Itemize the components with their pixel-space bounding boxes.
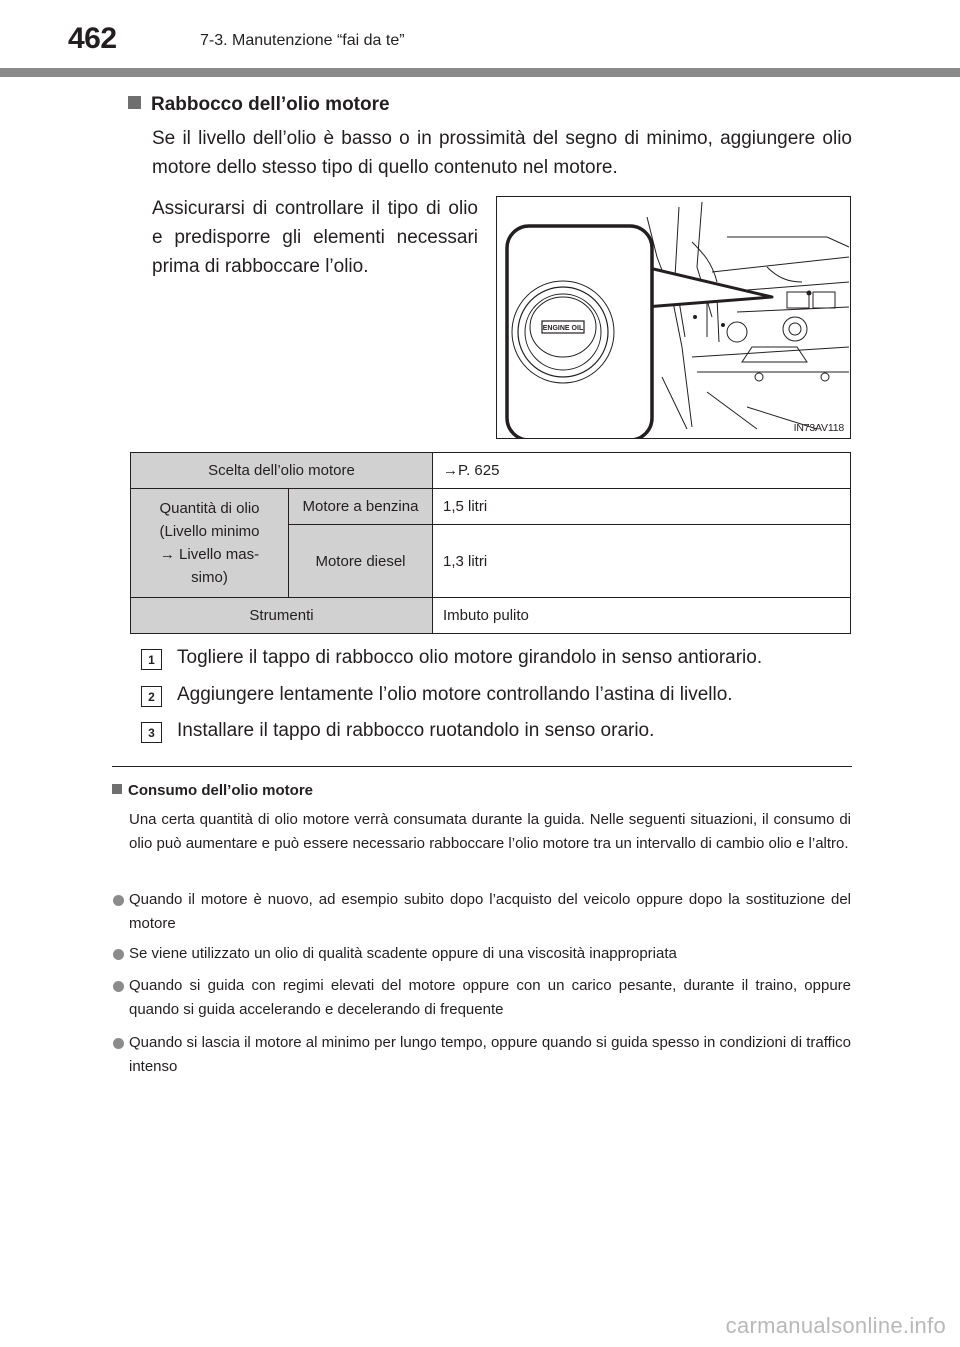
step-text: Installare il tappo di rabbocco ruotandolo in senso orario. bbox=[177, 720, 655, 741]
oil-filler-cap-illustration bbox=[496, 196, 851, 439]
diesel-engine-label: Motore diesel bbox=[289, 525, 433, 598]
tools-value: Imbuto pulito bbox=[433, 598, 851, 634]
consumption-heading-text: Consumo dell’olio motore bbox=[128, 782, 314, 799]
preparation-paragraph: Assicurarsi di controllare il tipo di olio e predisporre gli elementi necessari prima di rabboccare l’olio. bbox=[152, 198, 478, 277]
step-number-badge: 1 bbox=[141, 649, 162, 670]
engine-oil-cap-label: ENGINE OIL bbox=[542, 325, 584, 332]
page-number: 462 bbox=[68, 22, 117, 55]
step-number-badge: 2 bbox=[141, 686, 162, 707]
list-item-text: Quando il motore è nuovo, ad esempio subito dopo l’acquisto del veicolo oppure dopo la sostituzione del motore bbox=[129, 891, 851, 932]
square-bullet-icon bbox=[112, 784, 122, 794]
section-heading bbox=[128, 94, 390, 116]
list-item bbox=[112, 974, 851, 1022]
list-item-text: Quando si lascia il motore al minimo per lungo tempo, oppure quando si guida spesso in condizioni di traffico intenso bbox=[129, 1034, 851, 1075]
section-divider bbox=[112, 766, 852, 767]
step-text: Aggiungere lentamente l’olio motore controllando l’astina di livello. bbox=[177, 684, 733, 705]
page-header bbox=[0, 0, 960, 80]
intro-paragraph: Se il livello dell’olio è basso o in prossimità del segno di minimo, aggiungere olio motore dello stesso tipo di quello contenuto nel motore. bbox=[152, 128, 852, 178]
oil-choice-ref: →P. 625 bbox=[433, 453, 851, 489]
bullet-dot-icon bbox=[113, 895, 124, 906]
table-row bbox=[131, 453, 851, 489]
tools-label: Strumenti bbox=[131, 598, 433, 634]
oil-spec-table bbox=[130, 452, 851, 634]
watermark: carmanualsonline.info bbox=[725, 1313, 946, 1338]
consumption-heading bbox=[112, 782, 313, 799]
oil-choice-label: Scelta dell’olio motore bbox=[131, 453, 433, 489]
list-item bbox=[112, 1031, 851, 1079]
petrol-oil-quantity: 1,5 litri bbox=[433, 489, 851, 525]
bullet-dot-icon bbox=[113, 949, 124, 960]
table-row bbox=[131, 489, 851, 525]
engine-bay-drawing bbox=[497, 197, 850, 438]
section-heading-text: Rabbocco dell’olio motore bbox=[151, 94, 390, 115]
list-item bbox=[112, 888, 851, 936]
table-row bbox=[131, 598, 851, 634]
header-rule bbox=[0, 68, 960, 77]
step-text: Togliere il tappo di rabbocco olio motore girandolo in senso antiorario. bbox=[177, 647, 763, 668]
oil-quantity-label-line: → Livello mas- bbox=[159, 546, 260, 563]
oil-quantity-label bbox=[131, 489, 289, 598]
bullet-dot-icon bbox=[113, 981, 124, 992]
step-number-badge: 3 bbox=[141, 722, 162, 743]
diesel-oil-quantity: 1,3 litri bbox=[433, 525, 851, 598]
oil-quantity-label-line: Quantità di olio bbox=[159, 500, 260, 517]
oil-quantity-label-line: simo) bbox=[191, 569, 228, 586]
petrol-engine-label: Motore a benzina bbox=[289, 489, 433, 525]
list-item-text: Quando si guida con regimi elevati del motore oppure con un carico pesante, durante il traino, oppure quando si guida accelerando e decelerando di frequente bbox=[129, 977, 851, 1018]
oil-quantity-label-line: (Livello minimo bbox=[159, 523, 260, 540]
figure-code: IN73AV118 bbox=[793, 422, 844, 434]
section-title: 7-3. Manutenzione “fai da te” bbox=[200, 32, 405, 49]
bullet-dot-icon bbox=[113, 1038, 124, 1049]
list-item bbox=[112, 942, 851, 966]
consumption-paragraph: Una certa quantità di olio motore verrà consumata durante la guida. Nelle seguenti situazioni, il consumo di olio può aumentare e può essere necessario rabboccare l’olio motore tra un intervallo di cambio olio e l’altro. bbox=[129, 811, 851, 852]
square-bullet-icon bbox=[128, 96, 141, 109]
list-item-text: Se viene utilizzato un olio di qualità scadente oppure di una viscosità inappropriata bbox=[129, 945, 677, 962]
